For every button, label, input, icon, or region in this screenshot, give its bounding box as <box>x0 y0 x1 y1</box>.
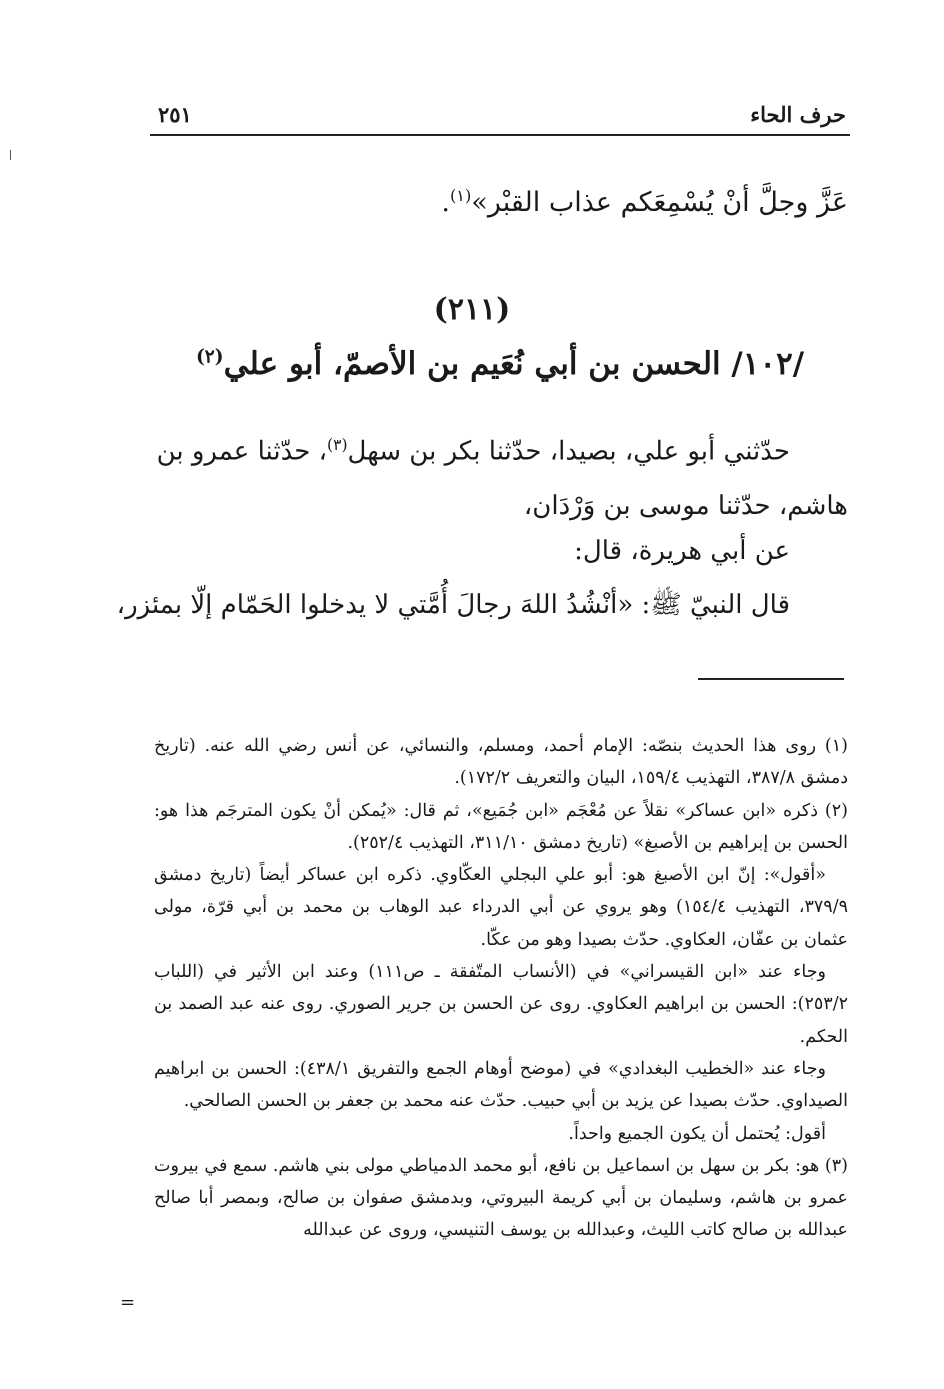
entry-title-text: /١٠٢/ الحسن بن أبي نُعَيم بن الأصمّ، أبو علي <box>223 346 805 382</box>
margin-mark <box>10 150 11 160</box>
isnad-line-2: هاشم، حدّثنا موسى بن وَرْدَان، <box>523 490 848 521</box>
continuation-mark: = <box>120 1292 136 1313</box>
footnote-ref-2[interactable]: (٢) <box>195 346 224 368</box>
footnote-2: (٢) ذكره «ابن عساكر» نقلاً عن مُعْجَم «ابن جُمَيع»، ثم قال: «يُمكن أنْ يكون المترجَم هذا هو: الحسن بن إبراهيم بن الأصبغ» (تاريخ دمشق ٣١١/١٠، التهذيب ٢٥٢/٤). <box>154 800 848 853</box>
entry-number: (٢١١) <box>433 292 511 327</box>
hadith-line-2: قال النبيّ ﷺ: «أنْشُدُ اللهَ رجالَ أُمَّتي لا يدخلوا الحَمّام إلّا بمئزر، <box>116 590 790 620</box>
isnad-paragraph <box>148 418 848 533</box>
footnote-divider <box>698 678 844 680</box>
footnote-2-note-c: وجاء عند «الخطيب البغدادي» في (موضح أوهام الجمع والتفريق ٤٣٨/١): الحسن بن ابراهيم الصيداوي. حدّث بصيدا عن يزيد بن أبي حبيب. حدّث عنه محمد بن جعفر بن الحسن الصالحي. <box>154 1058 848 1112</box>
footnote-ref-1[interactable]: (١) <box>449 186 472 205</box>
footnote-1: (١) روى هذا الحديث بنصّه: الإمام أحمد، ومسلم، والنسائي، عن أنس رضي الله عنه. (تاريخ دمشق ٣٨٧/٨، التهذيب ١٥٩/٤، البيان والتعريف ١٧٢/٢). <box>154 736 848 789</box>
footnote-ref-3[interactable]: (٣) <box>326 436 348 454</box>
footnotes <box>154 730 848 1247</box>
footnote-2-note-a: «أقول»: إنّ ابن الأصبغ هو: أبو علي البجلي العكّاوي. ذكره ابن عساكر أيضاً (تاريخ دمشق ٣٧٩/٩، التهذيب ١٥٤/٤) وهو يروي عن أبي الدرداء عبد الوهاب بن محمد بن أبي قرّة، مولى عثمان بن عفّان، العكاوي. حدّث بصيدا وهو من عكّا. <box>154 865 848 950</box>
hadith-line-1: عن أبي هريرة، قال: <box>574 536 790 566</box>
isnad-line-1-a: حدّثني أبو علي، بصيدا، حدّثنا بكر بن سهل <box>347 436 790 467</box>
continued-text <box>148 186 848 218</box>
footnote-2-note-b: وجاء عند «ابن القيسراني» في (الأنساب المتّفقة ـ ص١١١) وعند ابن الأثير في (اللباب ٢٥٣/٢): الحسن بن ابراهيم العكاوي. روى عن الحسن بن جرير الصوري. روى عنه عبد الصمد بن الحكم. <box>154 962 848 1047</box>
running-title: حرف الحاء <box>750 102 846 127</box>
footnote-3: (٣) هو: بكر بن سهل بن اسماعيل بن نافع، أبو محمد الدمياطي مولى بني هاشم. سمع في بيروت عمرو بن هاشم، وسليمان بن أبي كريمة البيروتي، وبدمشق صفوان بن صالح، وبمصر أبا صالح عبدالله بن صالح كاتب الليث، وعبدالله بن يوسف التنيسي، وروى عن عبدالله <box>154 1155 848 1241</box>
entry-title <box>150 346 850 382</box>
isnad-line-1-b: ، حدّثنا عمرو بن <box>156 436 327 467</box>
page-header <box>150 100 850 136</box>
footnote-2-note-d: أقول: يُحتمل أن يكون الجميع واحداً. <box>568 1123 826 1144</box>
isnad-line-1 <box>148 418 848 479</box>
continued-text-body: عَزَّ وجلَّ أنْ يُسْمِعَكم عذاب القبْر» <box>471 187 848 218</box>
page-number: ٢٥١ <box>158 102 192 127</box>
hadith-paragraph <box>116 524 848 632</box>
continued-text-end: . <box>441 187 450 218</box>
